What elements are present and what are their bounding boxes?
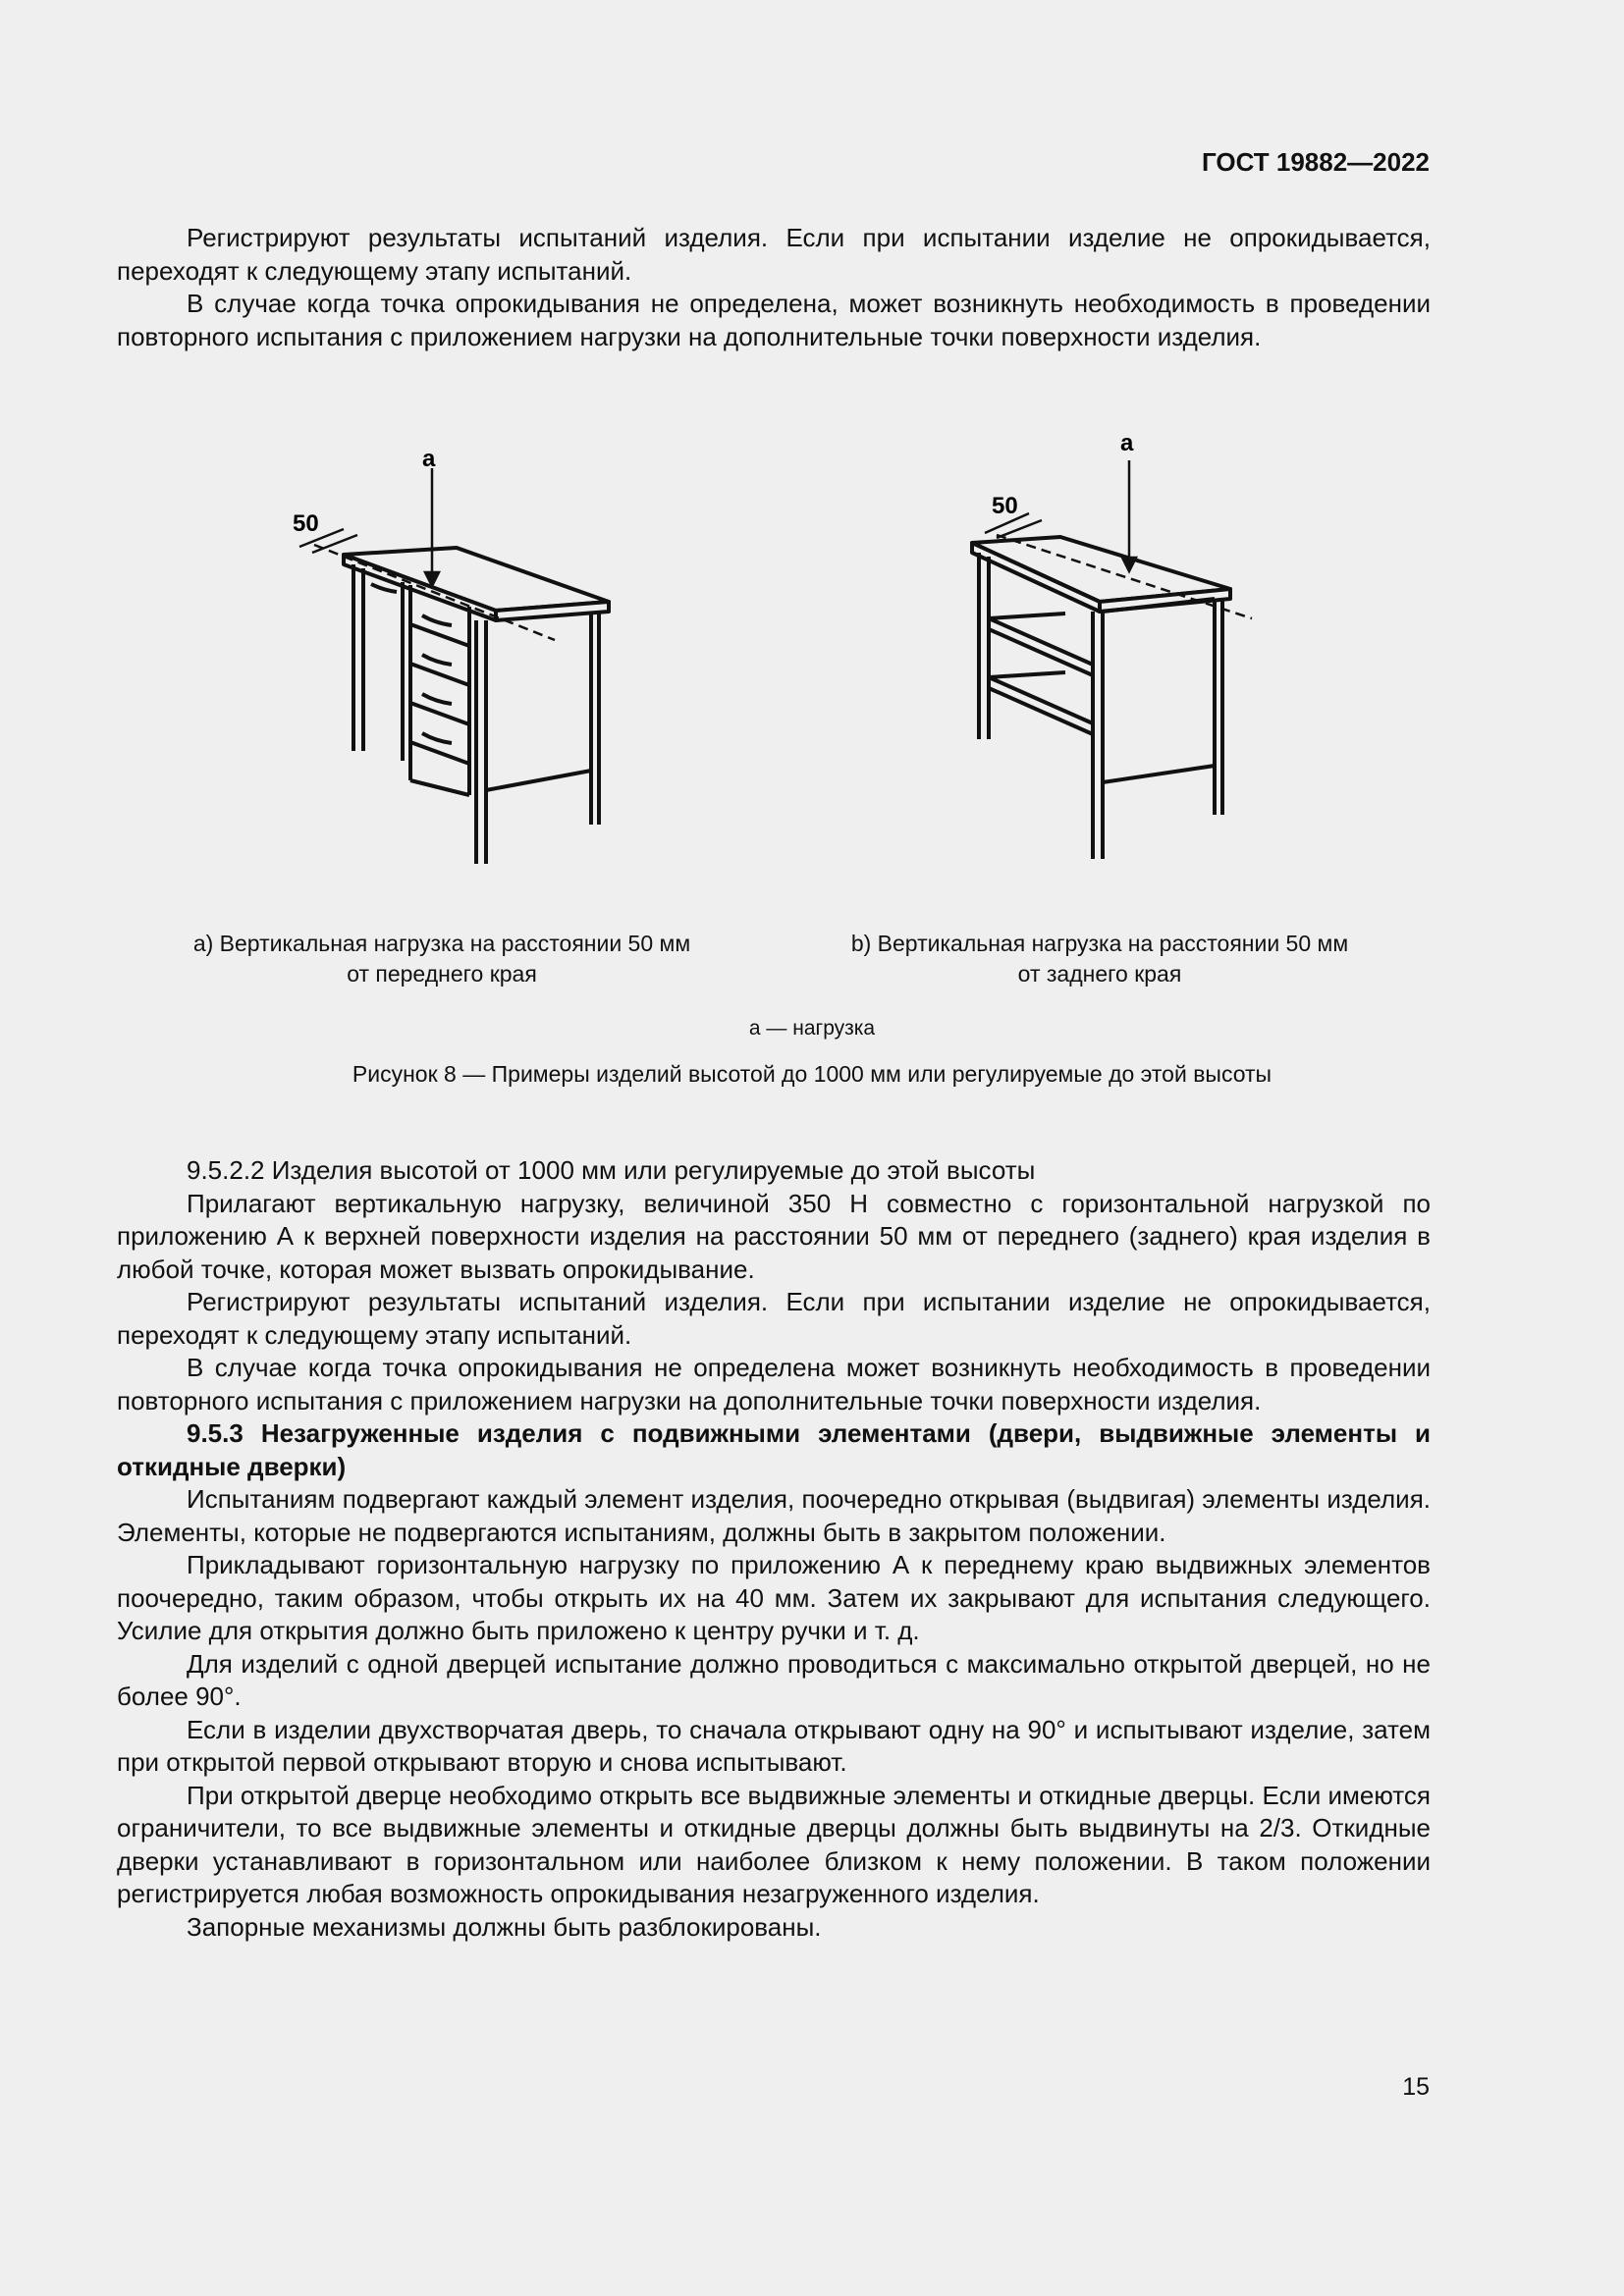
figure-a-drawing: [285, 447, 638, 879]
document-header: ГОСТ 19882—2022: [1202, 147, 1430, 177]
paragraph: Запорные механизмы должны быть разблокированы.: [187, 1911, 822, 1942]
body-text: [117, 1154, 1431, 1944]
paragraph: Регистрируют результаты испытаний изделия. Если при испытании изделие не опрокидывается, переходят к следующему этапу испытаний.: [117, 223, 1431, 286]
paragraph: Регистрируют результаты испытаний изделия. Если при испытании изделие не опрокидывается, переходят к следующему этапу испытаний.: [117, 1287, 1431, 1350]
paragraph: В случае когда точка опрокидывания не определена может возникнуть необходимость в проведении повторного испытания с приложением нагрузки на дополнительные точки поверхности изделия.: [117, 1353, 1431, 1415]
paragraph: Для изделий с одной дверцей испытание должно проводиться с максимально открытой дверцей, но не более 90°.: [117, 1648, 1431, 1711]
figure-legend: а — нагрузка: [748, 1017, 876, 1040]
paragraph: Прилагают вертикальную нагрузку, величиной 350 Н совместно с горизонтальной нагрузкой по приложению А к верхней поверхности изделия на расстоянии 50 мм от переднего (заднего) края изделия в любой точке, которая может вызвать опрокидывание.: [117, 1188, 1431, 1284]
paragraph: В случае когда точка опрокидывания не определена, может возникнуть необходимость в проведении повторного испытания с приложением нагрузки на дополнительные точки поверхности изделия.: [117, 289, 1431, 351]
paragraph: Испытаниям подвергают каждый элемент изделия, поочередно открывая (выдвигая) элементы изделия. Элементы, которые не подвергаются испытаниям, должны быть в закрытом положении.: [117, 1484, 1431, 1547]
caption-a-line2: от переднего края: [347, 961, 537, 987]
intro-text: [117, 222, 1431, 353]
paragraph: Прикладывают горизонтальную нагрузку по приложению А к переднему краю выдвижных элементов поочередно, таким образом, чтобы открыть их на 40 мм. Затем их закрывают для испытания следующего. Усилие для открытия должно быть приложено к центру ручки и т. д.: [117, 1550, 1431, 1645]
page-number: 15: [1402, 2073, 1430, 2101]
caption-b: [805, 929, 1394, 989]
caption-b-line2: от заднего края: [1017, 961, 1182, 987]
paragraph: Если в изделии двухстворчатая дверь, то сначала открывают одну на 90° и испытывают изделие, затем при открытой первой открывают вторую и снова испытывают.: [117, 1714, 1431, 1777]
caption-a: [147, 929, 736, 989]
load-label-b: а: [1120, 430, 1134, 456]
paragraph: 9.5.2.2 Изделия высотой от 1000 мм или регулируемые до этой высоты: [187, 1155, 1036, 1185]
load-label-a: а: [422, 447, 436, 472]
caption-a-line1: а) Вертикальная нагрузка на расстоянии 50 мм: [192, 931, 691, 956]
figure-title: Рисунок 8 — Примеры изделий высотой до 1000 мм или регулируемые до этой высоты: [352, 1061, 1272, 1087]
dimension-label-50: 50: [293, 510, 319, 537]
caption-b-line1: b) Вертикальная нагрузка на расстоянии 50 мм: [850, 931, 1349, 956]
dimension-label-50: 50: [992, 493, 1018, 519]
section-heading: 9.5.3 Незагруженные изделия с подвижными элементами (двери, выдвижные элементы и откидные дверки): [117, 1418, 1431, 1481]
paragraph: При открытой дверце необходимо открыть все выдвижные элементы и откидные дверцы. Если имеются ограничители, то все выдвижные элементы и откидные дверцы должны быть выдвинуты на 2/3. Откидные дверки устанавливают в горизонтальном или наиболее близком к нему положении. В таком положении регистрируется любая возможность опрокидывания незагруженного изделия.: [117, 1780, 1431, 1908]
figure-b-drawing: [957, 427, 1272, 859]
